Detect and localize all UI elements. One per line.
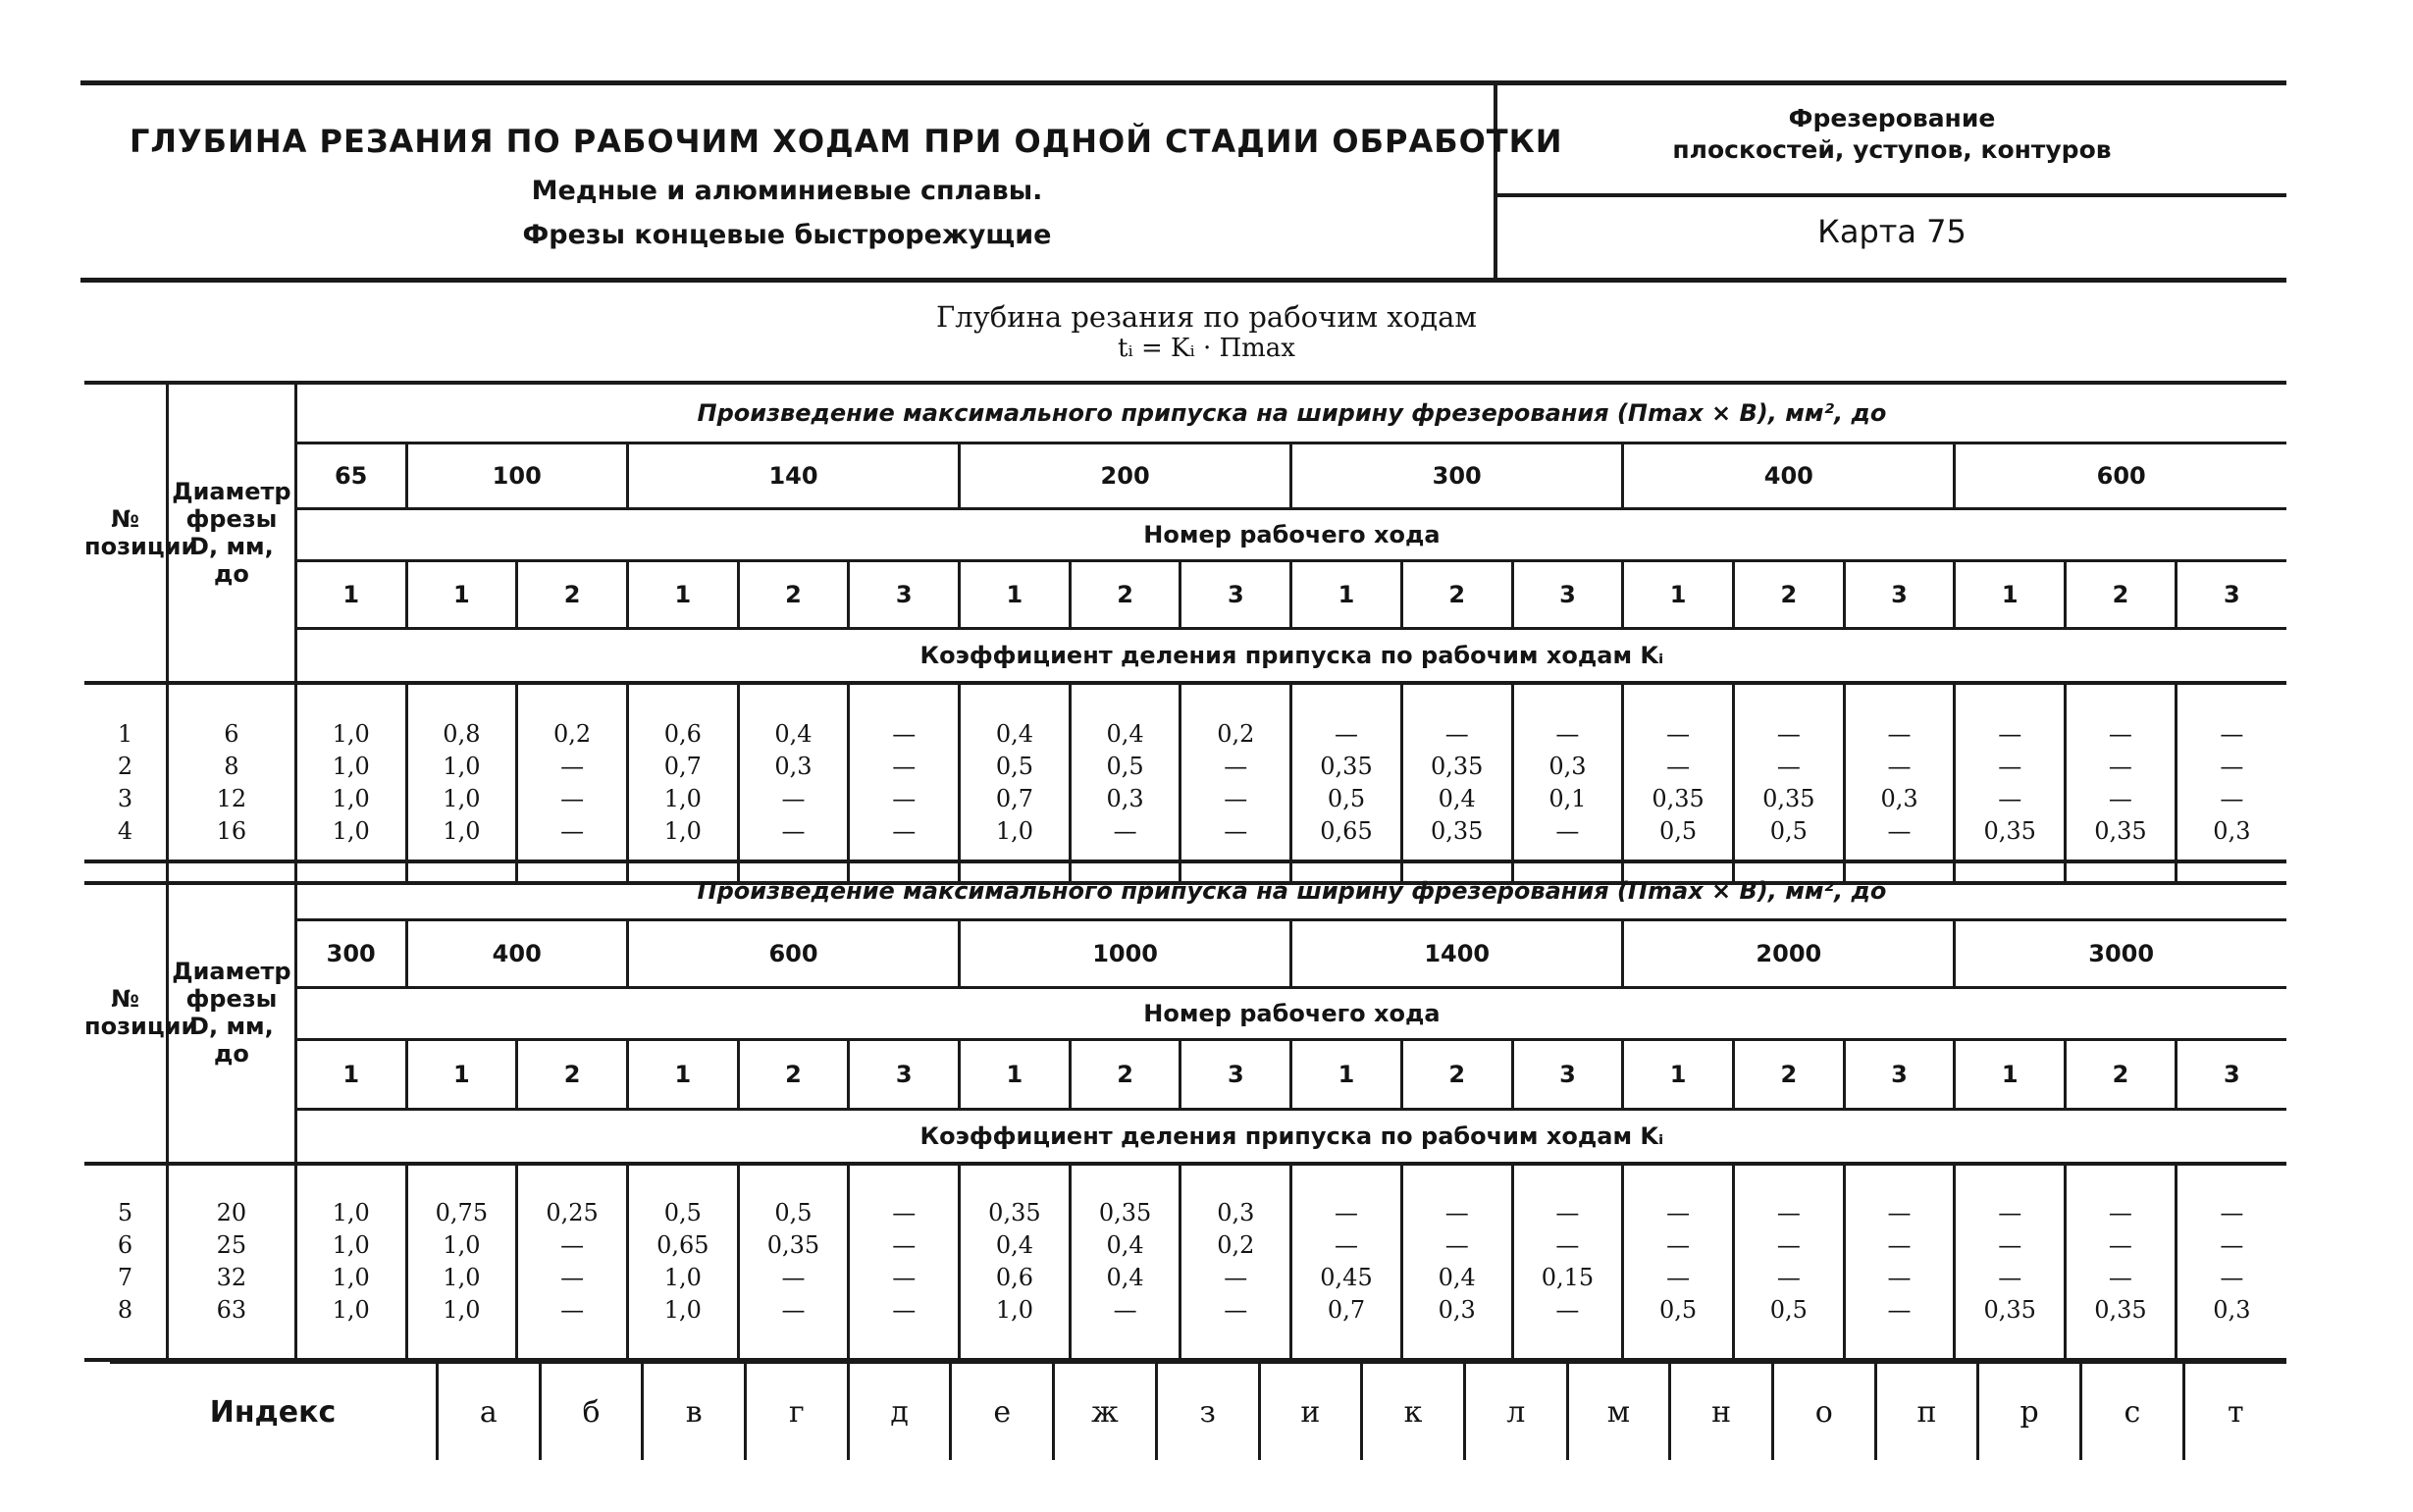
pass-number: 3: [1512, 1040, 1623, 1110]
coefficient-column: — — — 0,35: [1955, 1164, 2066, 1360]
pass-header: Номер рабочего хода: [295, 509, 2286, 561]
coefficient-column: — — — 0,3: [2176, 1164, 2286, 1360]
product-group-value: 1400: [1291, 920, 1623, 988]
product-header: Произведение максимального припуска на ширину фрезерования (Пmax × B), мм², до: [295, 383, 2286, 443]
pass-number: 2: [517, 1040, 628, 1110]
pass-number: 1: [1291, 1040, 1402, 1110]
coefficient-column: 1,0 1,0 1,0 1,0: [295, 683, 406, 883]
coefficient-column: — — 0,4 0,3: [1401, 1164, 1512, 1360]
coefficient-column: — — — 0,5: [1623, 1164, 1734, 1360]
coefficient-column: — — 0,35 0,5: [1623, 683, 1734, 883]
pass-number: 2: [2066, 1040, 2177, 1110]
card-number: Карта 75: [1817, 213, 1967, 250]
index-letter: г: [746, 1362, 849, 1460]
diameter-header: Диаметр фрезы D, мм, до: [168, 861, 296, 1164]
index-letter: о: [1772, 1362, 1875, 1460]
coefficient-header: Коэффициент деления припуска по рабочим ходам Kᵢ: [295, 1110, 2286, 1165]
pass-number: 2: [1733, 561, 1844, 629]
coefficient-column: — — — 0,35: [2066, 1164, 2177, 1360]
pass-number: 2: [1401, 1040, 1512, 1110]
pass-number: 2: [1733, 1040, 1844, 1110]
pass-number: 2: [1070, 561, 1180, 629]
pass-number: 2: [738, 561, 849, 629]
index-letter: з: [1156, 1362, 1259, 1460]
operation-label: [1497, 103, 2286, 197]
coefficient-column: 0,3 0,2 — —: [1180, 1164, 1291, 1360]
index-letter: т: [2183, 1362, 2286, 1460]
coefficient-column: — — — 0,3: [2176, 683, 2286, 883]
product-group-value: 600: [1955, 443, 2286, 509]
diameter-values: 20 25 32 63: [168, 1164, 296, 1360]
coefficient-column: 0,4 0,5 0,7 1,0: [960, 683, 1071, 883]
product-group-value: 140: [627, 443, 959, 509]
product-group-value: 400: [406, 920, 627, 988]
position-header: № позиции: [84, 861, 168, 1164]
product-group-value: 400: [1623, 443, 1955, 509]
page-title: ГЛУБИНА РЕЗАНИЯ ПО РАБОЧИМ ХОДАМ ПРИ ОДНОЙ СТАДИИ ОБРАБОТКИ: [130, 123, 1563, 160]
coefficient-column: — — 0,15 —: [1512, 1164, 1623, 1360]
pass-number: 1: [960, 1040, 1071, 1110]
pass-number: 3: [1844, 1040, 1955, 1110]
pass-number: 1: [1955, 561, 2066, 629]
index-letter: д: [848, 1362, 951, 1460]
coefficient-column: 0,4 0,5 0,3 —: [1070, 683, 1180, 883]
pass-number: 1: [295, 1040, 406, 1110]
coefficient-column: — 0,35 0,5 0,65: [1291, 683, 1402, 883]
index-letter: н: [1670, 1362, 1773, 1460]
index-letter: л: [1464, 1362, 1567, 1460]
index-letter: б: [540, 1362, 643, 1460]
pass-number: 3: [1512, 561, 1623, 629]
pass-number: 1: [1623, 561, 1734, 629]
pass-number: 2: [738, 1040, 849, 1110]
coefficient-column: 0,75 1,0 1,0 1,0: [406, 1164, 517, 1360]
coefficient-header: Коэффициент деления припуска по рабочим ходам Kᵢ: [295, 629, 2286, 684]
pass-number: 1: [1291, 561, 1402, 629]
pass-number: 1: [960, 561, 1071, 629]
coefficient-column: 0,6 0,7 1,0 1,0: [627, 683, 738, 883]
card-header: [80, 80, 2286, 283]
pass-number: 1: [627, 1040, 738, 1110]
pass-number: 3: [2176, 1040, 2286, 1110]
diameter-header: Диаметр фрезы D, мм, до: [168, 383, 296, 683]
operation-line2: плоскостей, уступов, контуров: [1672, 135, 2112, 164]
pass-number: 2: [2066, 561, 2177, 629]
header-title-block: [80, 85, 1563, 278]
index-letter: в: [643, 1362, 746, 1460]
coefficient-column: — — — 0,35: [1955, 683, 2066, 883]
product-group-value: 300: [1291, 443, 1623, 509]
product-group-value: 100: [406, 443, 627, 509]
product-group-value: 200: [960, 443, 1291, 509]
pass-number: 3: [849, 561, 960, 629]
table-caption: Глубина резания по рабочим ходам: [936, 300, 1477, 334]
pass-number: 1: [295, 561, 406, 629]
coefficient-column: 0,2 — — —: [517, 683, 628, 883]
coefficient-column: — — 0,3 —: [1844, 683, 1955, 883]
pass-number: 1: [406, 1040, 517, 1110]
pass-number: 2: [517, 561, 628, 629]
coefficient-column: 1,0 1,0 1,0 1,0: [295, 1164, 406, 1360]
product-group-value: 300: [295, 920, 406, 988]
coefficient-column: 0,35 0,4 0,4 —: [1070, 1164, 1180, 1360]
index-letter: а: [438, 1362, 541, 1460]
coefficient-column: — 0,3 0,1 —: [1512, 683, 1623, 883]
formula: tᵢ = Kᵢ · Пmax: [1118, 334, 1295, 363]
pass-number: 1: [1623, 1040, 1734, 1110]
coefficient-column: 0,8 1,0 1,0 1,0: [406, 683, 517, 883]
index-letter: е: [951, 1362, 1054, 1460]
product-group-value: 65: [295, 443, 406, 509]
index-letter: ж: [1054, 1362, 1157, 1460]
coefficient-column: — — — —: [849, 1164, 960, 1360]
coefficient-column: — — — —: [849, 683, 960, 883]
coefficient-column: 0,4 0,3 — —: [738, 683, 849, 883]
pass-number: 2: [1401, 561, 1512, 629]
tool-subtitle: Фрезы концевые быстрорежущие: [522, 220, 1052, 250]
index-row: [110, 1360, 2286, 1460]
index-letter: п: [1875, 1362, 1978, 1460]
operation-line1: Фрезерование: [1788, 104, 1996, 132]
diameter-values: 6 8 12 16: [168, 683, 296, 883]
table-block-1: [84, 381, 2286, 885]
product-group-value: 600: [627, 920, 959, 988]
pass-number: 1: [1955, 1040, 2066, 1110]
coefficient-column: — — 0,45 0,7: [1291, 1164, 1402, 1360]
position-numbers: 5 6 7 8: [84, 1164, 168, 1360]
product-header: Произведение максимального припуска на ширину фрезерования (Пmax × B), мм², до: [295, 861, 2286, 920]
coefficient-column: — — — 0,35: [2066, 683, 2177, 883]
position-header: № позиции: [84, 383, 168, 683]
pass-number: 3: [1180, 561, 1291, 629]
pass-number: 3: [1844, 561, 1955, 629]
pass-number: 1: [406, 561, 517, 629]
coefficient-column: 0,2 — — —: [1180, 683, 1291, 883]
product-group-value: 2000: [1623, 920, 1955, 988]
product-group-value: 3000: [1955, 920, 2286, 988]
index-letter: и: [1259, 1362, 1362, 1460]
coefficient-column: — — — 0,5: [1733, 1164, 1844, 1360]
pass-header: Номер рабочего хода: [295, 988, 2286, 1040]
coefficient-column: — — — —: [1844, 1164, 1955, 1360]
index-letter: к: [1362, 1362, 1465, 1460]
pass-number: 2: [1070, 1040, 1180, 1110]
pass-number: 3: [849, 1040, 960, 1110]
coefficient-column: 0,5 0,65 1,0 1,0: [627, 1164, 738, 1360]
header-info-block: [1497, 85, 2286, 278]
material-subtitle: Медные и алюминиевые сплавы.: [531, 176, 1043, 206]
coefficient-column: 0,35 0,4 0,6 1,0: [960, 1164, 1071, 1360]
coefficient-column: 0,25 — — —: [517, 1164, 628, 1360]
table-block-2: [84, 860, 2286, 1362]
pass-number: 1: [627, 561, 738, 629]
coefficient-column: 0,5 0,35 — —: [738, 1164, 849, 1360]
pass-number: 3: [1180, 1040, 1291, 1110]
position-numbers: 1 2 3 4: [84, 683, 168, 883]
index-letter: м: [1567, 1362, 1670, 1460]
index-letter: р: [1978, 1362, 2081, 1460]
coefficient-column: — — 0,35 0,5: [1733, 683, 1844, 883]
coefficient-column: — 0,35 0,4 0,35: [1401, 683, 1512, 883]
index-label: Индекс: [209, 1394, 337, 1430]
product-group-value: 1000: [960, 920, 1291, 988]
pass-number: 3: [2176, 561, 2286, 629]
index-letter: с: [2081, 1362, 2184, 1460]
